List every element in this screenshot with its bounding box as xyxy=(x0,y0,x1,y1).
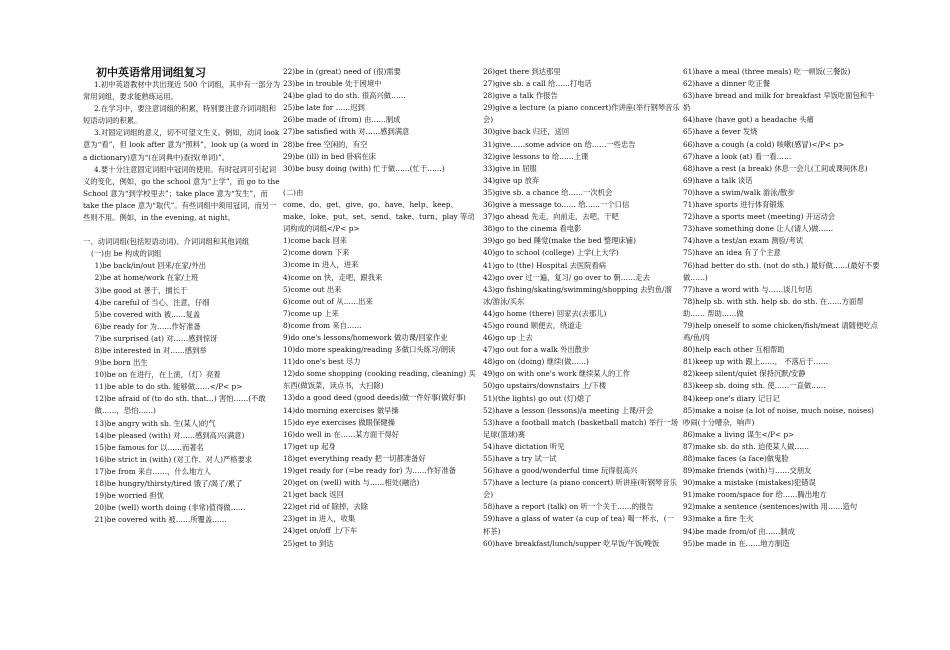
phrase-entry: 25)get to 到达 xyxy=(283,538,334,548)
phrase-entry: 31)give……some advice on 给……一些忠告 xyxy=(483,139,636,149)
phrase-entry: 27)give sb. a call 给……打电话 xyxy=(483,79,592,89)
phrase-entry: 80)help each other 互相帮助 xyxy=(683,345,785,355)
phrase-list xyxy=(283,235,481,549)
phrase-entry: 89)make friends (with)与……交朋友 xyxy=(683,466,812,476)
column-1 xyxy=(83,66,281,526)
phrase-entry: 14)be pleased (with) 对……感到高兴(满意) xyxy=(94,430,245,440)
phrase-entry: 94)be made from/of 由……制成 xyxy=(683,526,795,536)
phrase-entry: 2)be at home/work 在家/上班 xyxy=(94,273,199,283)
phrase-entry: 75)have an idea 有了个主意 xyxy=(683,248,781,258)
phrase-entry: 38)go to the cinema 看电影 xyxy=(483,224,582,234)
phrase-entry: 65)have a fever 发烧 xyxy=(683,127,758,137)
phrase-entry: 7)be surprised (at) 对……感到惊讶 xyxy=(94,333,218,343)
phrase-entry: 39)go go bed 睡觉(make the bed 整理床铺) xyxy=(483,236,636,246)
phrase-entry: 78)help sb. with sth. help sb. do sth. 在……方面帮助…… 帮助……做 xyxy=(683,296,864,318)
phrase-entry: 58)have a report (talk) on 听一个关于……的报告 xyxy=(483,502,654,512)
phrase-entry: 9)be born 出生 xyxy=(94,358,148,368)
phrase-entry: 1)come back 回来 xyxy=(283,236,347,246)
phrase-entry: 49)go on with one's work 继续某人的工作 xyxy=(483,369,630,379)
phrase-entry: 79)help oneself to some chicken/fish/meat 请随便吃点鸡/鱼/肉 xyxy=(683,320,878,343)
section-heading: 一、动词词组(包括短语动词)、介词词组和其他词组 xyxy=(83,237,250,247)
phrase-entry: 54)have dictation 听见 xyxy=(483,441,565,451)
phrase-entry: 56)have a good/wonderful time 玩得很高兴 xyxy=(483,466,638,476)
phrase-entry: 61)have a meal (three meals) 吃一顿饭(三餐饭) xyxy=(683,67,851,76)
phrase-entry: 32)give lessons to 给……上课 xyxy=(483,151,589,161)
phrase-entry: 2)come down 下来 xyxy=(283,248,350,258)
phrase-entry: 28)be free 空闲的，有空 xyxy=(283,139,368,149)
phrase-entry: 67)have a look (at) 看一看…… xyxy=(683,151,792,161)
phrase-entry: 3)come in 进入，进来 xyxy=(283,260,359,270)
phrase-entry: 10)be on 在进行，在上演，（灯）亮着 xyxy=(94,370,221,380)
column-4 xyxy=(683,66,881,550)
phrase-entry: 15)do eye exercises 做眼保健操 xyxy=(283,417,395,427)
intro-paragraph: 3.对固定词组的意义，切不可望文生义。例如，动词 look 意为“看”，但 look after 意为“照料”，look up (a word in a dictionary)意为“(在词典中)查找(单词)”。 xyxy=(83,128,280,162)
phrase-list xyxy=(83,260,281,526)
phrase-list xyxy=(483,66,681,550)
phrase-entry: 29)give a lecture (a piano concert)作讲座(举行钢琴音乐会) xyxy=(483,103,680,125)
phrase-entry: 11)be able to do sth. 能够做……</P< p> xyxy=(94,382,243,392)
phrase-entry: 76)had better do sth. (not do sth.) 最好做……(最好不要做……) xyxy=(683,260,880,282)
phrase-entry: 47)go out for a walk 外出散步 xyxy=(483,345,590,355)
phrase-entry: 42)go over 过一遍，复习/ go over to 朝……走去 xyxy=(483,272,650,282)
phrase-entry: 50)go upstairs/downstairs 上/下楼 xyxy=(483,381,607,391)
phrase-entry: 46)go up 上去 xyxy=(483,333,533,343)
phrase-entry: 68)have a rest (a break) 休息一会儿(工间或课间休息) xyxy=(683,163,868,173)
phrase-entry: 15)be famous for 以……而著名 xyxy=(94,442,204,452)
phrase-entry: 84)keep one's diary 记日记 xyxy=(683,393,780,403)
phrase-entry: 95)be made in 在……地方制造 xyxy=(683,538,790,548)
phrase-entry: 45)go round 顺便去，绕道走 xyxy=(483,320,582,330)
phrase-entry: 24)be glad to do sth. 很高兴做…… xyxy=(283,91,406,101)
phrase-entry: 30)be busy doing (with) 忙于做……(忙于……) xyxy=(283,163,445,173)
phrase-entry: 34)give up 放弃 xyxy=(483,175,540,185)
phrase-entry: 19)be worried 担忧 xyxy=(94,491,164,501)
phrase-entry: 43)go fishing/skating/swimming/shopping 去钓鱼/溜冰/游泳/买东 xyxy=(483,284,672,306)
phrase-entry: 24)get on/off 上/下车 xyxy=(283,526,358,536)
phrase-entry: 93)make a fire 生火 xyxy=(683,514,754,524)
phrase-entry: 1)be back/in/out 回来/在家/外出 xyxy=(94,261,206,271)
phrase-entry: 74)have a test/an exam 测验/考试 xyxy=(683,236,804,246)
phrase-entry: 69)have a talk 谈话 xyxy=(683,175,753,185)
phrase-entry: 6)come out of 从……出来 xyxy=(283,296,373,306)
intro-paragraph: 2.在学习中，要注意词组的积累，特别要注意介词词组和短语动词的积累。 xyxy=(83,104,277,126)
phrase-list xyxy=(683,66,881,550)
phrase-entry: 72)have a sports meet (meeting) 开运动会 xyxy=(683,212,836,222)
phrase-entry: 64)have (have got) a headache 头痛 xyxy=(683,115,814,125)
phrase-entry: 14)do morning exercises 做早操 xyxy=(283,405,399,415)
phrase-entry: 85)make a noise (a lot of noise, much noise, noises) 吵闹(十分嘈杂，响声) xyxy=(683,405,874,427)
phrase-entry: 20)be (well) worth doing (非常)值得做…… xyxy=(94,503,246,513)
phrase-entry: 5)be covered with 被……复盖 xyxy=(94,309,201,319)
phrase-entry: 3)be good at 善于，擅长于 xyxy=(94,285,188,295)
phrase-entry: 26)be made of (from) 由……制成 xyxy=(283,115,401,125)
phrase-entry: 44)go home (there) 回家去(去那儿) xyxy=(483,308,607,318)
phrase-entry: 18)get everything ready 把一切都准备好 xyxy=(283,453,426,463)
phrase-entry: 17)be from 来自……，什么地方人 xyxy=(94,466,211,476)
phrase-entry: 70)have a swim/walk 游泳/散步 xyxy=(683,187,795,197)
spacer xyxy=(83,224,281,236)
column-2 xyxy=(283,66,481,550)
phrase-entry: 87)make sb. do sth. 迫使某人做…… xyxy=(683,441,809,451)
phrase-entry: 5)come out 出来 xyxy=(283,284,342,294)
phrase-entry: 20)get on (well) with 与……相处(融洽) xyxy=(283,478,420,488)
phrase-entry: 21)get back 返回 xyxy=(283,490,344,500)
phrase-entry: 8)be interested in 对……感到举 xyxy=(94,345,207,355)
phrase-entry: 27)be satisfied with 对……感到满意 xyxy=(283,127,410,137)
phrase-entry: 17)get up 起身 xyxy=(283,441,336,451)
phrase-list xyxy=(283,66,481,175)
phrase-entry: 16)be strict in (with) (对工作、对人)严格要求 xyxy=(94,454,253,464)
phrase-entry: 18)be hungry/thirsty/tired 饿了/渴了/累了 xyxy=(94,479,243,488)
phrase-entry: 7)come up 上来 xyxy=(283,308,339,318)
phrase-entry: 25)be late for ……迟到 xyxy=(283,103,365,113)
phrase-entry: 4)come on 快，走吧，跟我来 xyxy=(283,272,383,282)
phrase-entry: 48)go on (doing) 继续(做……) xyxy=(483,357,589,367)
phrase-entry: 12)be afraid of (to do sth. that…) 害怕……(不敢做……，恐怕……) xyxy=(94,394,266,416)
phrase-entry: 82)keep silent/quiet 保持沉默/安静 xyxy=(683,369,806,379)
document-title: 初中英语常用词组复习 xyxy=(96,66,206,79)
phrase-entry: 37)go ahead 先走，向前走，去吧，干吧 xyxy=(483,212,619,222)
phrase-entry: 8)come from 来自…… xyxy=(283,320,362,330)
phrase-entry: 88)make faces (a face)做鬼脸 xyxy=(683,454,789,463)
phrase-entry: 30)give back 归还，送回 xyxy=(483,127,570,137)
phrase-entry: 55)have a try 试一试 xyxy=(483,454,557,463)
phrase-entry: 9)do one's lessons/homework 做功课/回家作业 xyxy=(283,332,448,342)
phrase-entry: 77)have a word with 与……谈几句话 xyxy=(683,284,813,294)
phrase-entry: 29)be (ill) in bed 卧病在床 xyxy=(283,151,376,161)
phrase-entry: 22)be in (great) need of (很)需要 xyxy=(283,67,401,76)
phrase-entry: 10)do more speaking/reading 多做口头练习/朗读 xyxy=(283,345,456,355)
phrase-entry: 22)get rid of 除掉，去除 xyxy=(283,502,369,512)
phrase-entry: 90)make a mistake (mistakes)犯错误 xyxy=(683,478,816,488)
phrase-entry: 62)have a dinner 吃正餐 xyxy=(683,79,771,89)
phrase-entry: 63)have bread and milk for breakfast 早饭吃面包和牛奶 xyxy=(683,91,875,113)
phrase-entry: 60)have breakfast/lunch/supper 吃早饭/午饭/晚饭 xyxy=(483,538,660,548)
sub-heading: (一)由 be 构成的词组 xyxy=(91,249,162,259)
phrase-entry: 59)have a glass of water (a cup of tea) 喝一杯水，(一杯茶) xyxy=(483,514,674,536)
phrase-entry: 81)keep up with 跟上……， 不落后于…… xyxy=(683,357,828,367)
phrase-entry: 91)make room/space for 给……腾出地方 xyxy=(683,490,827,500)
intro-paragraph: 1.初中英语教材中共出现近 500 个词组，其中有一部分为常用词组，要求能熟练运用。 xyxy=(83,80,280,102)
sub-heading: (二)由 xyxy=(283,187,304,197)
phrase-entry: 73)have something done 让人(请人)做…… xyxy=(683,224,834,234)
phrase-entry: 52)have a lesson (lessons)/a meeting 上课/开会 xyxy=(483,405,654,415)
phrase-entry: 71)have sports 进行体育锻炼 xyxy=(683,200,785,210)
phrase-entry: 26)get there 到达那里 xyxy=(483,67,561,76)
phrase-entry: 92)make a sentence (sentences)with 用……造句 xyxy=(683,502,858,512)
phrase-entry: 23)get in 进入，收集 xyxy=(283,514,356,524)
column-3 xyxy=(483,66,681,550)
phrase-entry: 53)have a football match (basketball match) 举行一场足球(篮球)赛 xyxy=(483,417,678,439)
phrase-entry: 35)give sb. a chance 给……一次机会 xyxy=(483,187,613,197)
phrase-entry: 83)keep sb. doing sth. 使……一直做…… xyxy=(683,381,826,391)
phrase-entry: 41)go to (the) Hospital 去医院看病 xyxy=(483,260,607,270)
spacer xyxy=(283,175,481,187)
phrase-entry: 6)be ready for 为……作好准备 xyxy=(94,321,201,331)
phrase-entry: 57)have a lecture (a piano concert) 听讲座(听钢琴音乐会) xyxy=(483,478,677,500)
phrase-entry: 66)have a cough (a cold) 咳嗽(感冒)</P< p> xyxy=(683,139,845,149)
phrase-entry: 40)go to school (college) 上学(上大学) xyxy=(483,248,619,258)
phrase-entry: 16)do well in 在……某方面干得好 xyxy=(283,429,400,439)
phrase-entry: 23)be in trouble 处于困境中 xyxy=(283,79,382,89)
phrase-entry: 4)be careful of 当心，注意，仔细 xyxy=(94,297,210,307)
phrase-entry: 36)give a message to…… 给……一个口信 xyxy=(483,200,630,210)
phrase-entry: 11)do one's best 尽力 xyxy=(283,357,361,367)
phrase-entry: 21)be covered with 被……所覆盖…… xyxy=(94,515,227,525)
intro-paragraph: 4.要十分注意固定词组中冠词的使用。有时冠词可引起词义的变化，例如，go the school 意为“上学”，而 go to the School 意为“到学校里去”；take place 意为“发生”，而 take the place 意为“取代”。有些词组中须用冠词，而另一些则不用。例如，in the evening, at night。 xyxy=(83,164,280,223)
phrase-entry: 19)get ready for (=be ready for) 为……作好准备 xyxy=(283,466,456,475)
phrase-entry: 86)make a living 谋生</P< p> xyxy=(683,429,795,439)
phrase-entry: 33)give in 屈服 xyxy=(483,163,537,173)
phrase-entry: 12)do some shopping (cooking reading, cleaning) 买东西(做饭菜，读点书，大扫除) xyxy=(283,369,476,391)
sub-heading-description: come、do、get、give、go、have、help、keep、make、loke、put、set、send、take、turn、play 等动词构成的词组</P< p> xyxy=(283,199,475,234)
phrase-entry: 13)do a good deed (good deeds)做一件好事(做好事) xyxy=(283,393,466,403)
phrase-entry: 13)be angry with sb. 生(某人)的气 xyxy=(94,418,216,428)
phrase-entry: 51)(the lights) go out (灯)熄了 xyxy=(483,393,592,403)
phrase-entry: 28)give a talk 作报告 xyxy=(483,91,558,101)
